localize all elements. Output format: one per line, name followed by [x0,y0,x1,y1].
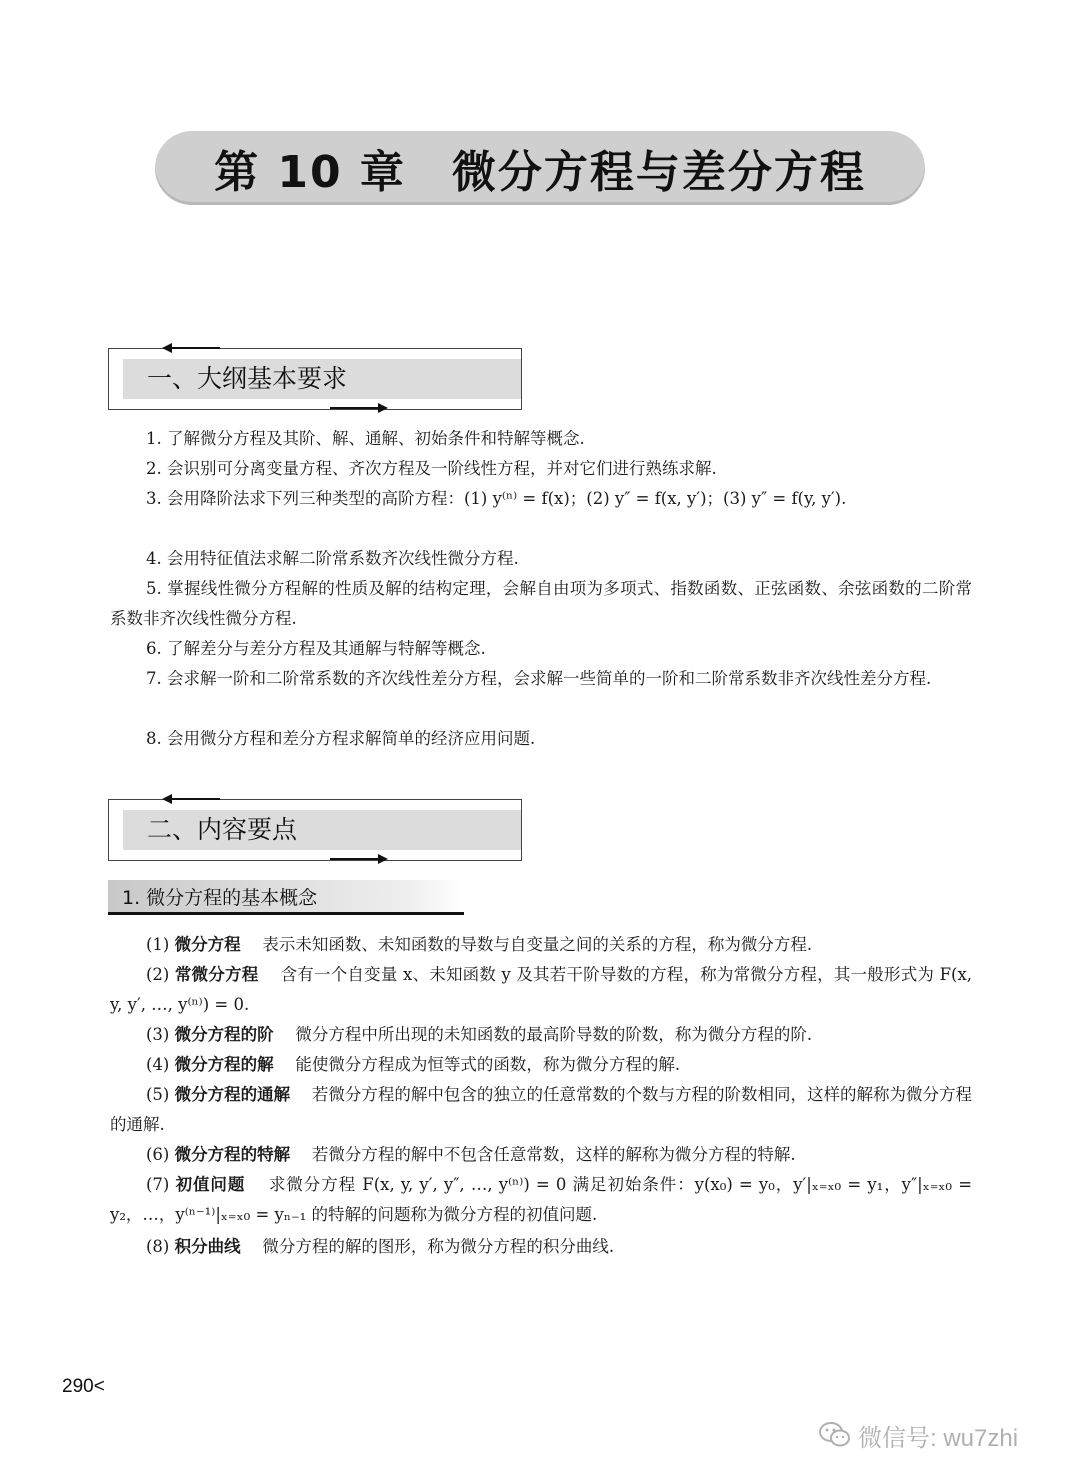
concept-item-8 [110,1232,972,1262]
concept-term: 微分方程的特解 [174,1145,291,1164]
arrow-right-icon [330,858,380,860]
concept-num: (5) [146,1085,170,1104]
concept-text: 表示未知函数、未知函数的导数与自变量之间的关系的方程，称为微分方程. [262,935,813,954]
requirement-item-1: 1. 了解微分方程及其阶、解、通解、初始条件和特解等概念. [146,429,585,448]
section-heading-box-1 [108,348,522,410]
concept-num: (2) [146,965,170,984]
requirement-item-8: 8. 会用微分方程和差分方程求解简单的经济应用问题. [146,729,536,748]
concept-num: (6) [146,1145,170,1164]
chapter-banner [155,131,925,205]
arrow-right-icon [330,407,380,409]
concept-item-4 [110,1050,972,1080]
concept-item-5 [110,1080,972,1140]
subheading-title: 1. 微分方程的基本概念 [122,887,318,909]
concept-item-1 [110,930,972,960]
concept-text: 求微分方程 F(x, y, y′, y″, …, y⁽ⁿ⁾) = 0 满足初始条件：y(x₀) = y₀，y′|ₓ₌ₓ₀ = y₁，y″|ₓ₌ₓ₀ = y₂，…，y⁽ⁿ⁻¹⁾|ₓ₌ₓ₀ = yₙ₋₁ 的特解的问题称为微分方程的初值问题. [110,1175,973,1224]
wechat-icon [818,1421,852,1449]
concept-term: 微分方程的解 [174,1055,274,1074]
watermark-text: 微信号: wu7zhi [858,1424,1019,1452]
requirement-item-4: 4. 会用特征值法求解二阶常系数齐次线性微分方程. [146,549,519,568]
section-heading-1: 一、大纲基本要求 [147,364,348,393]
subheading-box [108,880,464,915]
concept-text: 若微分方程的解中不包含任意常数，这样的解称为微分方程的特解. [311,1145,796,1164]
concept-text: 若微分方程的解中包含的独立的任意常数的个数与方程的阶数相同，这样的解称为微分方程的通解. [110,1085,973,1134]
concept-text: 含有一个自变量 x、未知函数 y 及其若干阶导数的方程，称为常微分方程，其一般形式为 F(x, y, y′, …, y⁽ⁿ⁾) = 0. [110,965,973,1014]
concept-term: 微分方程的通解 [174,1085,291,1104]
requirement-item-6: 6. 了解差分与差分方程及其通解与特解等概念. [146,639,486,658]
concept-term: 微分方程的阶 [174,1025,274,1044]
arrow-left-icon [170,798,220,800]
watermark [818,1420,1018,1450]
arrow-left-icon [170,347,220,349]
page-number: 290< [62,1376,105,1397]
requirement-item-2: 2. 会识别可分离变量方程、齐次方程及一阶线性方程，并对它们进行熟练求解. [146,459,717,478]
concept-item-3 [110,1020,972,1050]
concept-term: 微分方程 [174,935,241,954]
concept-num: (1) [146,935,170,954]
concept-num: (8) [146,1237,170,1256]
concept-num: (7) [146,1175,170,1194]
concept-term: 积分曲线 [174,1237,241,1256]
concept-num: (4) [146,1055,170,1074]
concept-num: (3) [146,1025,170,1044]
requirement-item-3: 3. 会用降阶法求下列三种类型的高阶方程：(1) y⁽ⁿ⁾ = f(x)；(2) y″ = f(x, y′)；(3) y″ = f(y, y′). [146,489,847,508]
chapter-title: 第 10 章 微分方程与差分方程 [214,147,866,198]
concept-term: 常微分方程 [174,965,259,984]
concept-item-2 [110,960,972,1020]
concept-text: 微分方程的解的图形，称为微分方程的积分曲线. [262,1237,615,1256]
section-heading-box-2 [108,799,522,861]
concept-term: 初值问题 [175,1175,246,1194]
requirement-item-7: 7. 会求解一阶和二阶常系数的齐次线性差分方程，会求解一些简单的一阶和二阶常系数非齐次线性差分方程. [146,669,932,688]
concept-item-7 [110,1170,972,1230]
concept-text: 微分方程中所出现的未知函数的最高阶导数的阶数，称为微分方程的阶. [295,1025,813,1044]
requirement-item-5: 5. 掌握线性微分方程解的性质及解的结构定理，会解自由项为多项式、指数函数、正弦函数、余弦函数的二阶常系数非齐次线性微分方程. [110,579,972,628]
concept-item-6 [110,1140,972,1170]
concept-text: 能使微分方程成为恒等式的函数，称为微分方程的解. [295,1055,681,1074]
section-heading-2: 二、内容要点 [147,815,298,844]
